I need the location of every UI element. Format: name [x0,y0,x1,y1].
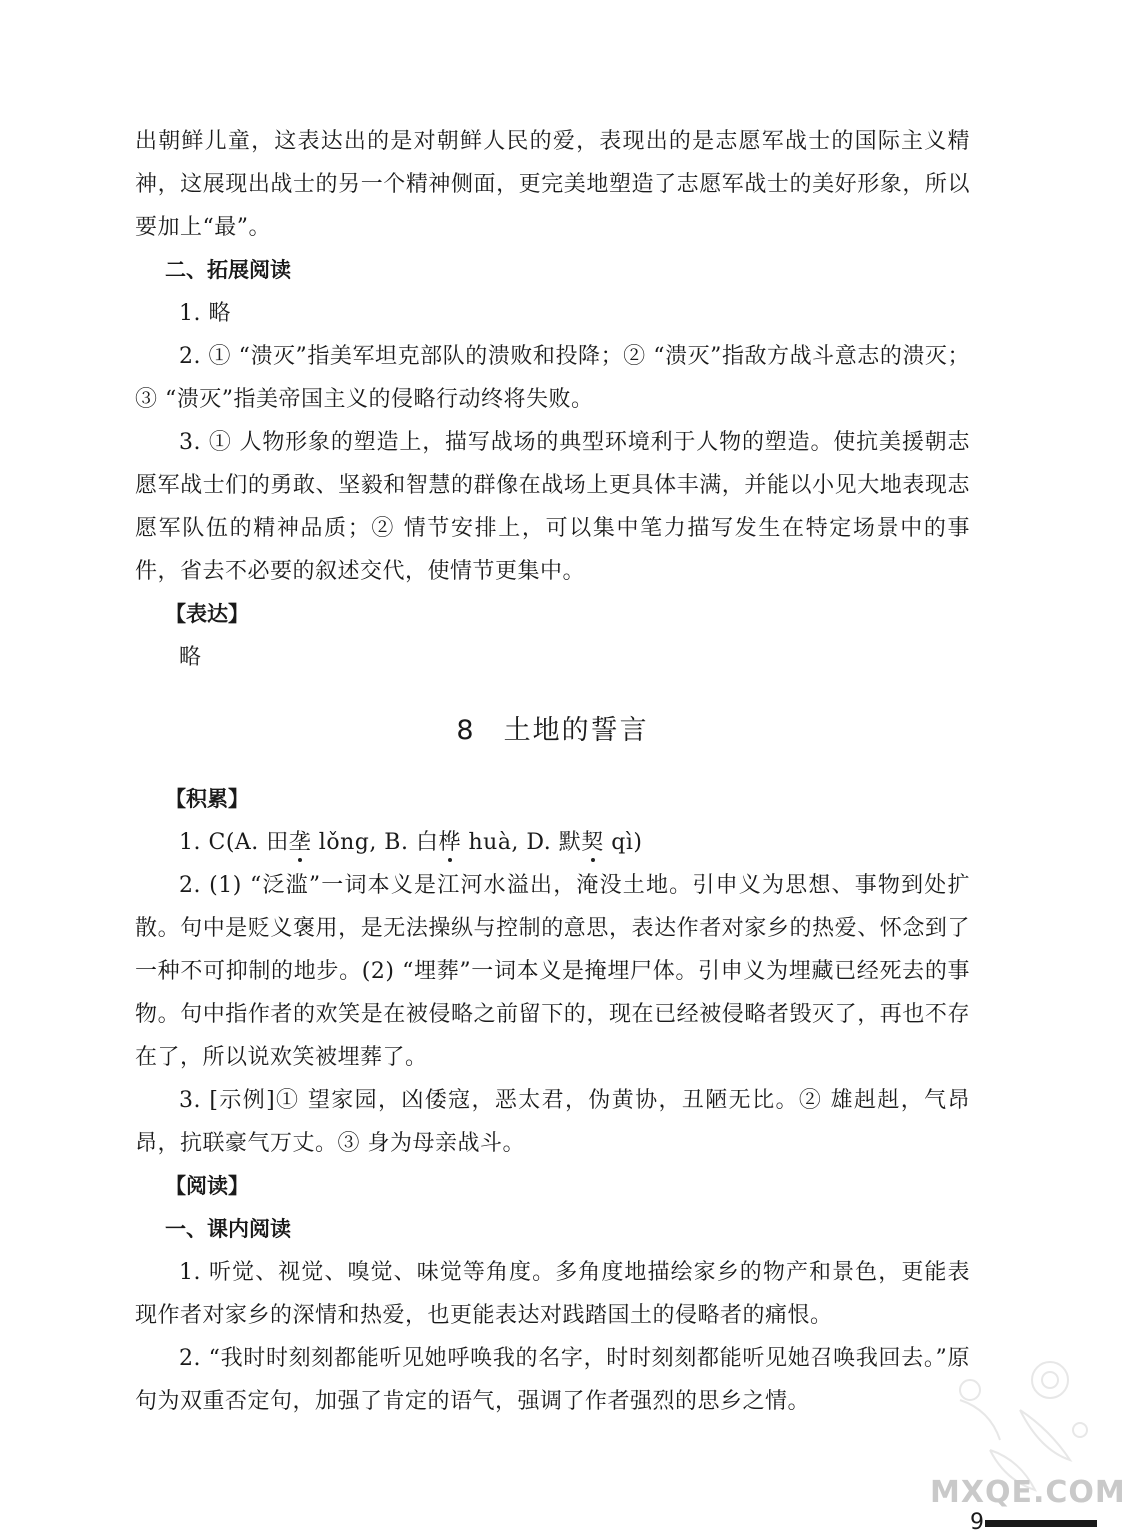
paragraph-continuation: 出朝鲜儿童，这表达出的是对朝鲜人民的爱，表现出的是志愿军战士的国际主义精神，这展现出战士的另一个精神侧面，更完美地塑造了志愿军战士的美好形象，所以要加上“最”。 [135,129,970,240]
lesson-title-text: 土地的誓言 [503,715,649,746]
heading-accumulation: 【积累】 [165,787,249,811]
answer-ext-3: 3. ① 人物形象的塑造上，描写战场的典型环境利于人物的塑造。使抗美援朝志愿军战士们的勇敢、坚毅和智慧的群像在战场上更具体丰满，并能以小见大地表现志愿军队伍的精神品质；② 情节安排上，可以集中笔力描写发生在特定场景中的事件，省去不必要的叙述交代，使情节更集中。 [135,430,970,584]
emphasis-char: 桦 [438,830,461,855]
watermark-text: MXQE.COM [930,1475,1126,1510]
page-footer [0,1490,1097,1536]
acc-1-text: 1. C(A. 田 [179,830,289,855]
lesson-title [135,709,970,752]
emphasis-char: 垄 [288,830,312,855]
emphasis-char: 契 [581,830,604,855]
footer-bar [985,1490,1097,1536]
page-number: 9 [970,1510,984,1535]
answer-read-1: 1. 听觉、视觉、嗅觉、味觉等角度。多角度地描绘家乡的物产和景色，更能表现作者对家乡的深情和热爱，也更能表达对践踏国土的侵略者的痛恨。 [135,1260,970,1328]
answer-read-2: 2. “我时时刻刻都能听见她呼唤我的名字，时时刻刻都能听见她召唤我回去。”原句为双重否定句，加强了肯定的语气，强调了作者强烈的思乡之情。 [135,1346,970,1414]
answer-acc-3: 3. [示例]① 望家园，凶倭寇，恶太君，伪黄协，丑陋无比。② 雄赳赳，气昂昂，抗联豪气万丈。③ 身为母亲战斗。 [135,1088,970,1156]
acc-1-text: qì) [603,830,643,855]
heading-expression: 【表达】 [165,602,249,626]
answer-ext-1: 1. 略 [179,301,231,326]
page-content [135,120,970,1423]
answer-acc-2: 2. (1) “泛滥”一词本义是江河水溢出，淹没土地。引申义为思想、事物到处扩散。句中是贬义褒用，是无法操纵与控制的意思，表达作者对家乡的热爱、怀念到了一种不可抑制的地步。(2) “埋葬”一词本义是掩埋尸体。引申义为埋藏已经死去的事物。句中指作者的欢笑是在被侵略之前留下的，现在已经被侵略者毁灭了，再也不存在了，所以说欢笑被埋葬了。 [135,873,970,1070]
expression-answer: 略 [179,645,202,670]
section-heading-inclass-reading: 一、课内阅读 [165,1217,291,1241]
acc-1-text: huà, D. 默 [460,830,582,855]
section-heading-extended-reading: 二、拓展阅读 [165,258,291,282]
acc-1-text: lǒng, B. 白 [311,830,439,855]
heading-reading: 【阅读】 [165,1174,249,1198]
lesson-number: 8 [456,715,476,746]
answer-ext-2: 2. ① “溃灭”指美军坦克部队的溃败和投降；② “溃灭”指敌方战斗意志的溃灭；③ “溃灭”指美帝国主义的侵略行动终将失败。 [135,344,970,412]
answer-acc-1 [135,821,970,864]
